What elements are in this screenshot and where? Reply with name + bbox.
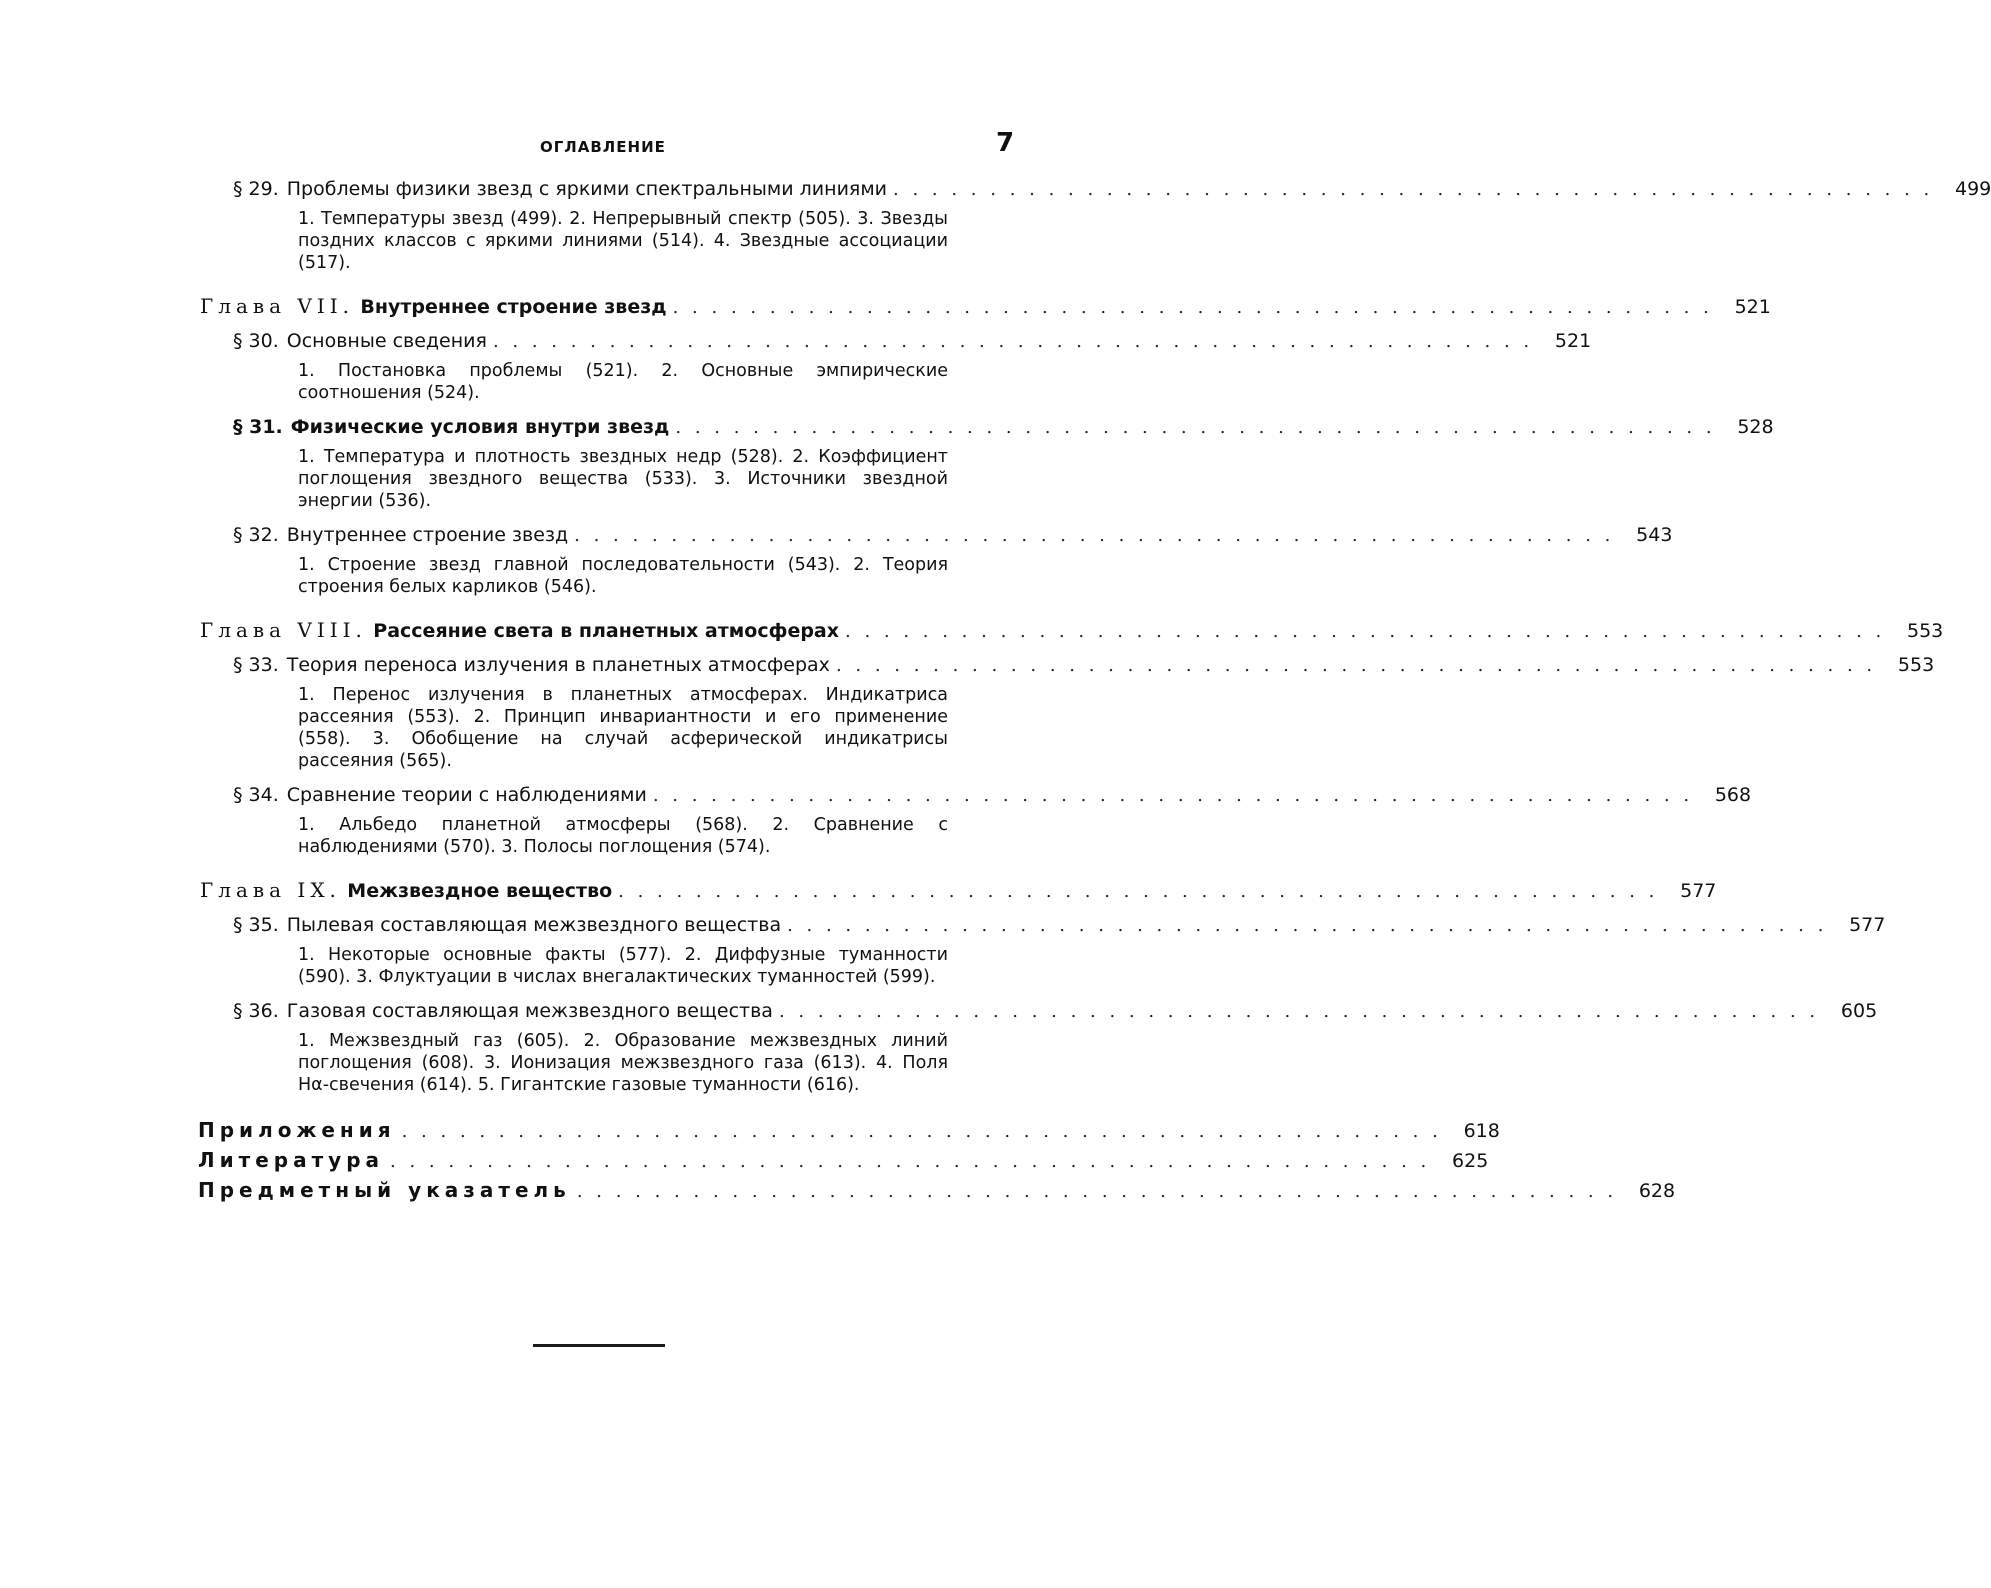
page-ref: 521 xyxy=(1734,296,1771,318)
section-title: Проблемы физики звезд с яркими спектральными линиями xyxy=(286,178,888,200)
toc-section-30[interactable] xyxy=(233,330,1592,352)
page-ref: 568 xyxy=(1714,784,1752,806)
section-number: § 34. xyxy=(233,784,279,806)
toc-chapter-8[interactable] xyxy=(200,618,1944,642)
dot-leader: . . . . . . . . . . . . . . . . . . . . . . . . . . . . . . . . . . . . . . . . . . . . . . . . . . . . . . xyxy=(652,785,1694,806)
section-number: § 36. xyxy=(233,1000,279,1022)
section-title: Теория переноса излучения в планетных атмосферах xyxy=(286,654,830,676)
section-title: Физические условия внутри звезд xyxy=(290,416,670,438)
toc-section-36[interactable] xyxy=(233,1000,1878,1022)
section-subtopics: 1. Альбедо планетной атмосферы (568). 2. Сравнение с наблюдениями (570). 3. Полосы поглощения (574). xyxy=(298,815,948,857)
section-title: Внутреннее строение звезд xyxy=(286,524,569,546)
end-rule xyxy=(533,1344,665,1347)
page-ref: 521 xyxy=(1554,330,1592,352)
dot-leader: . . . . . . . . . . . . . . . . . . . . . . . . . . . . . . . . . . . . . . . . . . . . . . . . . . . . . . xyxy=(672,297,1713,318)
section-title: Пылевая составляющая межзвездного вещества xyxy=(286,914,782,936)
dot-leader: . . . . . . . . . . . . . . . . . . . . . . . . . . . . . . . . . . . . . . . . . . . . . . . . . . . . . . xyxy=(835,655,1877,676)
toc-section-34[interactable] xyxy=(233,784,1752,806)
toc-appendix[interactable] xyxy=(198,1118,1500,1142)
chapter-label: Глава VIII. xyxy=(200,618,367,642)
dot-leader: . . . . . . . . . . . . . . . . . . . . . . . . . . . . . . . . . . . . . . . . . . . . . . . . . . . . . . xyxy=(893,179,1934,200)
dot-leader: . . . . . . . . . . . . . . . . . . . . . . . . . . . . . . . . . . . . . . . . . . . . . . . . . . . . . . xyxy=(787,915,1828,936)
section-title: Газовая составляющая межзвездного вещества xyxy=(286,1000,773,1022)
section-number: § 35. xyxy=(233,914,279,936)
dot-leader: . . . . . . . . . . . . . . . . . . . . . . . . . . . . . . . . . . . . . . . . . . . . . . . . . . . . . . xyxy=(675,417,1716,438)
section-number: § 31. xyxy=(233,416,283,438)
page-ref: 543 xyxy=(1636,524,1673,546)
section-subtopics: 1. Температура и плотность звездных недр (528). 2. Коэффициент поглощения звездного вещества (533). 3. Источники звездной энергии (536). xyxy=(298,447,948,511)
toc-section-33[interactable] xyxy=(233,654,1935,676)
chapter-label: Глава VII. xyxy=(200,294,355,318)
running-title: ОГЛАВЛЕНИЕ xyxy=(540,138,666,156)
section-subtopics: 1. Межзвездный газ (605). 2. Образование межзвездных линий поглощения (608). 3. Ионизация межзвездного газа (613). 4. Поля Hα-свечения (614). 5. Гигантские газовые туманности (616). xyxy=(298,1031,948,1095)
running-header xyxy=(0,128,1163,162)
section-number: § 29. xyxy=(233,178,279,200)
section-subtopics: 1. Постановка проблемы (521). 2. Основные эмпирические соотношения (524). xyxy=(298,361,948,403)
page-ref: 499 xyxy=(1955,178,1991,200)
toc-section-32[interactable] xyxy=(233,524,1673,546)
section-subtopics: 1. Некоторые основные факты (577). 2. Диффузные туманности (590). 3. Флуктуации в числах внегалактических туманностей (599). xyxy=(298,945,948,987)
toc-section-35[interactable] xyxy=(233,914,1886,936)
section-number: § 33. xyxy=(233,654,279,676)
toc-subject-index[interactable] xyxy=(198,1178,1676,1202)
toc-chapter-7[interactable] xyxy=(200,294,1771,318)
chapter-label: Глава IX. xyxy=(200,878,341,902)
toc-section-31[interactable] xyxy=(233,416,1774,438)
dot-leader: . . . . . . . . . . . . . . . . . . . . . . . . . . . . . . . . . . . . . . . . . . . . . . . . . . . . . . xyxy=(390,1151,1431,1172)
page-ref: 553 xyxy=(1897,654,1935,676)
backmatter-title: Предметный указатель xyxy=(198,1178,571,1202)
dot-leader: . . . . . . . . . . . . . . . . . . . . . . . . . . . . . . . . . . . . . . . . . . . . . . . . . . . . . . xyxy=(778,1001,1820,1022)
toc-chapter-9[interactable] xyxy=(200,878,1717,902)
chapter-title: Рассеяние света в планетных атмосферах xyxy=(373,620,840,642)
page-number: 7 xyxy=(996,128,1015,158)
chapter-title: Внутреннее строение звезд xyxy=(360,296,667,318)
page-ref: 553 xyxy=(1906,620,1944,642)
chapter-title: Межзвездное вещество xyxy=(347,880,613,902)
toc-literature[interactable] xyxy=(198,1148,1489,1172)
page-ref: 577 xyxy=(1849,914,1886,936)
page-ref: 577 xyxy=(1680,880,1717,902)
page-ref: 605 xyxy=(1840,1000,1878,1022)
page-ref: 618 xyxy=(1463,1120,1500,1142)
dot-leader: . . . . . . . . . . . . . . . . . . . . . . . . . . . . . . . . . . . . . . . . . . . . . . . . . . . . . . xyxy=(618,881,1659,902)
table-of-contents xyxy=(0,178,1991,1202)
section-title: Сравнение теории с наблюдениями xyxy=(286,784,647,806)
dot-leader: . . . . . . . . . . . . . . . . . . . . . . . . . . . . . . . . . . . . . . . . . . . . . . . . . . . . . . xyxy=(401,1121,1442,1142)
section-number: § 32. xyxy=(233,524,279,546)
dot-leader: . . . . . . . . . . . . . . . . . . . . . . . . . . . . . . . . . . . . . . . . . . . . . . . . . . . . . . xyxy=(492,331,1534,352)
section-title: Основные сведения xyxy=(286,330,487,352)
section-subtopics: 1. Строение звезд главной последовательности (543). 2. Теория строения белых карликов (546). xyxy=(298,555,948,597)
dot-leader: . . . . . . . . . . . . . . . . . . . . . . . . . . . . . . . . . . . . . . . . . . . . . . . . . . . . . . xyxy=(576,1181,1618,1202)
page-ref: 628 xyxy=(1638,1180,1676,1202)
page-ref: 528 xyxy=(1737,416,1774,438)
section-subtopics: 1. Температуры звезд (499). 2. Непрерывный спектр (505). 3. Звезды поздних классов с яркими линиями (514). 4. Звездные ассоциации (517). xyxy=(298,209,948,273)
dot-leader: . . . . . . . . . . . . . . . . . . . . . . . . . . . . . . . . . . . . . . . . . . . . . . . . . . . . . . xyxy=(574,525,1615,546)
section-subtopics: 1. Перенос излучения в планетных атмосферах. Индикатриса рассеяния (553). 2. Принцип инвариантности и его применение (558). 3. Обобщение на случай асферической индикатрисы рассеяния (565). xyxy=(298,685,948,771)
section-number: § 30. xyxy=(233,330,279,352)
backmatter-title: Приложения xyxy=(198,1118,396,1142)
toc-section-29[interactable] xyxy=(233,178,1991,200)
page-ref: 625 xyxy=(1452,1150,1489,1172)
dot-leader: . . . . . . . . . . . . . . . . . . . . . . . . . . . . . . . . . . . . . . . . . . . . . . . . . . . . . . xyxy=(845,621,1886,642)
backmatter-title: Литература xyxy=(198,1148,385,1172)
